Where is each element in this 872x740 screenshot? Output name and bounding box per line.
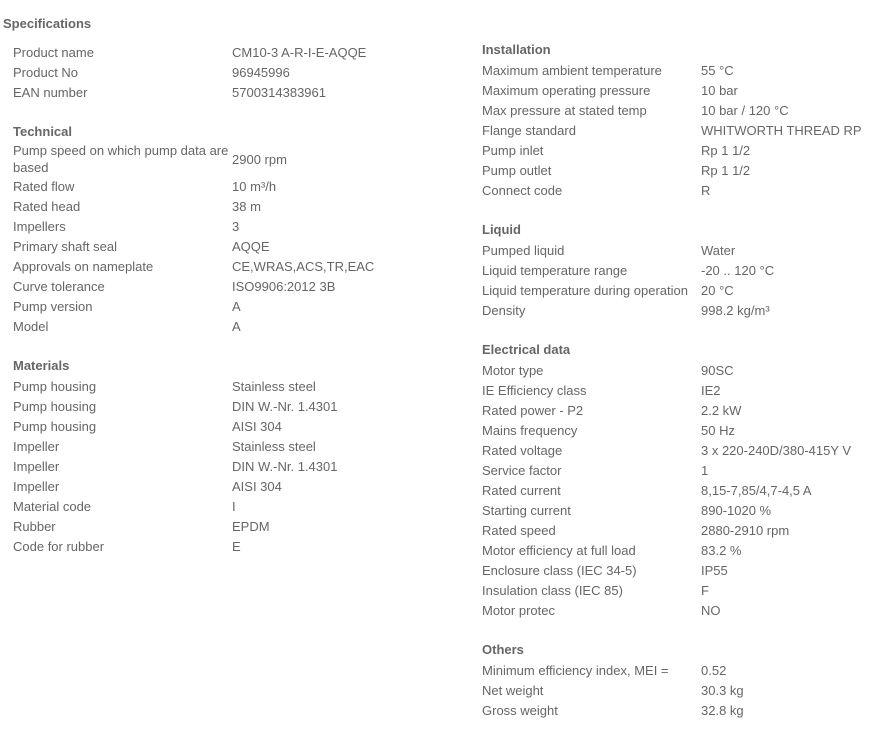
spec-value: Stainless steel [232,438,316,454]
spec-row [482,520,872,540]
spec-value: CM10-3 A-R-I-E-AQQE [232,44,367,60]
spec-value: 2880-2910 rpm [701,522,790,538]
spec-row [13,42,413,62]
spec-value: 2.2 kW [701,402,742,418]
spec-label: Insulation class (IEC 85) [482,582,623,598]
spec-row [13,176,413,196]
spec-label: Motor type [482,362,544,378]
spec-value: IE2 [701,382,721,398]
spec-value: R [701,182,711,198]
spec-value: 8,15-7,85/4,7-4,5 A [701,482,812,498]
spec-value: 90SC [701,362,734,378]
section-title: Materials [13,358,70,373]
spec-label: Pump housing [13,378,97,394]
spec-label: Liquid temperature during operation [482,282,688,298]
spec-row [13,196,413,216]
spec-row [482,500,872,520]
spec-label: Impellers [13,218,66,234]
spec-value: IP55 [701,562,728,578]
spec-value: A [232,318,241,334]
spec-row [482,560,872,580]
spec-label: Connect code [482,182,563,198]
spec-value: 32.8 kg [701,702,744,718]
spec-value: Rp 1 1/2 [701,142,751,158]
spec-row [482,440,872,460]
spec-value: I [232,498,236,514]
spec-value: Water [701,242,736,258]
spec-label: Motor efficiency at full load [482,542,636,558]
spec-value: 55 °C [701,62,734,78]
spec-row [482,580,872,600]
spec-row [482,600,872,620]
spec-row [482,360,872,380]
spec-value: 10 bar / 120 °C [701,102,789,118]
spec-row [482,700,872,720]
spec-row [482,60,872,80]
spec-row [482,160,872,180]
section-title: Electrical data [482,342,571,357]
spec-row [482,480,872,500]
spec-label: Gross weight [482,702,558,718]
spec-row [13,216,413,236]
spec-label: Maximum operating pressure [482,82,651,98]
spec-label: Curve tolerance [13,278,105,294]
spec-row [13,276,413,296]
spec-value: AISI 304 [232,418,282,434]
left-column [13,42,413,576]
spec-label: Density [482,302,526,318]
section-installation [482,40,872,200]
spec-row [13,436,413,456]
spec-value: 20 °C [701,282,734,298]
spec-value: 998.2 kg/m³ [701,302,770,318]
spec-label: Impeller [13,478,60,494]
spec-value: 30.3 kg [701,682,744,698]
spec-label: Enclosure class (IEC 34-5) [482,562,637,578]
spec-label: Product name [13,44,94,60]
spec-row [13,536,413,556]
spec-label: Primary shaft seal [13,238,118,254]
right-column [482,40,872,740]
spec-row [13,376,413,396]
spec-row [482,100,872,120]
spec-row [482,680,872,700]
spec-row [13,496,413,516]
spec-row [482,260,872,280]
spec-row [482,80,872,100]
spec-value: 96945996 [232,64,290,80]
spec-label: Rated flow [13,178,75,194]
section-title: Others [482,642,524,657]
spec-row [13,516,413,536]
spec-label: Pump outlet [482,162,552,178]
spec-value: WHITWORTH THREAD RP [701,122,862,138]
spec-value: -20 .. 120 °C [701,262,775,278]
spec-row [482,280,872,300]
spec-value: 10 bar [701,82,738,98]
spec-row [13,256,413,276]
spec-label: Code for rubber [13,538,105,554]
spec-row [13,142,413,176]
spec-row [13,476,413,496]
spec-row [482,180,872,200]
spec-label: Pumped liquid [482,242,565,258]
spec-label: Approvals on nameplate [13,258,154,274]
spec-row [13,316,413,336]
spec-value: 50 Hz [701,422,735,438]
section-liquid [482,220,872,320]
spec-label: Maximum ambient temperature [482,62,662,78]
spec-label: Rubber [13,518,56,534]
spec-value: DIN W.-Nr. 1.4301 [232,458,338,474]
spec-value: 1 [701,462,709,478]
spec-value: Stainless steel [232,378,316,394]
spec-value: AQQE [232,238,270,254]
spec-label: Minimum efficiency index, MEI = [482,662,669,678]
spec-row [482,420,872,440]
spec-label: Material code [13,498,92,514]
spec-label: Pump housing [13,398,97,414]
spec-label: Max pressure at stated temp [482,102,647,118]
spec-label: Impeller [13,458,60,474]
section-title: Installation [482,42,551,57]
spec-row [13,236,413,256]
spec-row [482,460,872,480]
spec-value: EPDM [232,518,270,534]
spec-value: Rp 1 1/2 [701,162,751,178]
spec-value: 38 m [232,198,261,214]
spec-row [13,456,413,476]
spec-label: IE Efficiency class [482,382,587,398]
spec-label: Starting current [482,502,571,518]
spec-label: Model [13,318,49,334]
spec-value: CE,WRAS,ACS,TR,EAC [232,258,375,274]
spec-value: DIN W.-Nr. 1.4301 [232,398,338,414]
spec-row [482,660,872,680]
spec-label: EAN number [13,84,88,100]
spec-label: Flange standard [482,122,576,138]
spec-value: E [232,538,241,554]
spec-value: 3 x 220-240D/380-415Y V [701,442,852,458]
section-others [482,640,872,720]
spec-value: A [232,298,241,314]
spec-row [13,82,413,102]
section-product-info [13,42,413,102]
spec-value: 3 [232,218,240,234]
spec-row [13,416,413,436]
spec-row [482,140,872,160]
spec-label: Liquid temperature range [482,262,628,278]
spec-label: Rated speed [482,522,556,538]
spec-label: Net weight [482,682,544,698]
spec-label: Impeller [13,438,60,454]
spec-row [482,540,872,560]
spec-label: Pump inlet [482,142,544,158]
spec-value: 890-1020 % [701,502,772,518]
spec-label: Pump version [13,298,93,314]
spec-row [482,400,872,420]
spec-value: 2900 rpm [232,151,287,167]
spec-label: Service factor [482,462,562,478]
spec-label: Rated head [13,198,81,214]
section-title: Liquid [482,222,521,237]
spec-row [482,240,872,260]
spec-label: Rated power - P2 [482,402,584,418]
spec-value: F [701,582,709,598]
spec-value: 83.2 % [701,542,742,558]
spec-value: ISO9906:2012 3B [232,278,336,294]
section-electrical-data [482,340,872,620]
spec-row [13,396,413,416]
spec-label: Motor protec [482,602,555,618]
spec-row [482,380,872,400]
section-materials [13,356,413,556]
spec-value: AISI 304 [232,478,282,494]
spec-row [482,120,872,140]
section-technical [13,122,413,336]
spec-value: NO [701,602,721,618]
spec-row [482,300,872,320]
page-title: Specifications [3,16,92,31]
spec-value: 0.52 [701,662,727,678]
spec-label: Pump housing [13,418,97,434]
spec-value: 10 m³/h [232,178,277,194]
spec-label: Mains frequency [482,422,578,438]
section-title: Technical [13,124,73,139]
spec-label: Product No [13,64,79,80]
spec-label: Pump speed on which pump data are based [13,143,229,175]
spec-row [13,296,413,316]
spec-value: 5700314383961 [232,84,326,100]
spec-row [13,62,413,82]
spec-label: Rated voltage [482,442,563,458]
spec-label: Rated current [482,482,561,498]
